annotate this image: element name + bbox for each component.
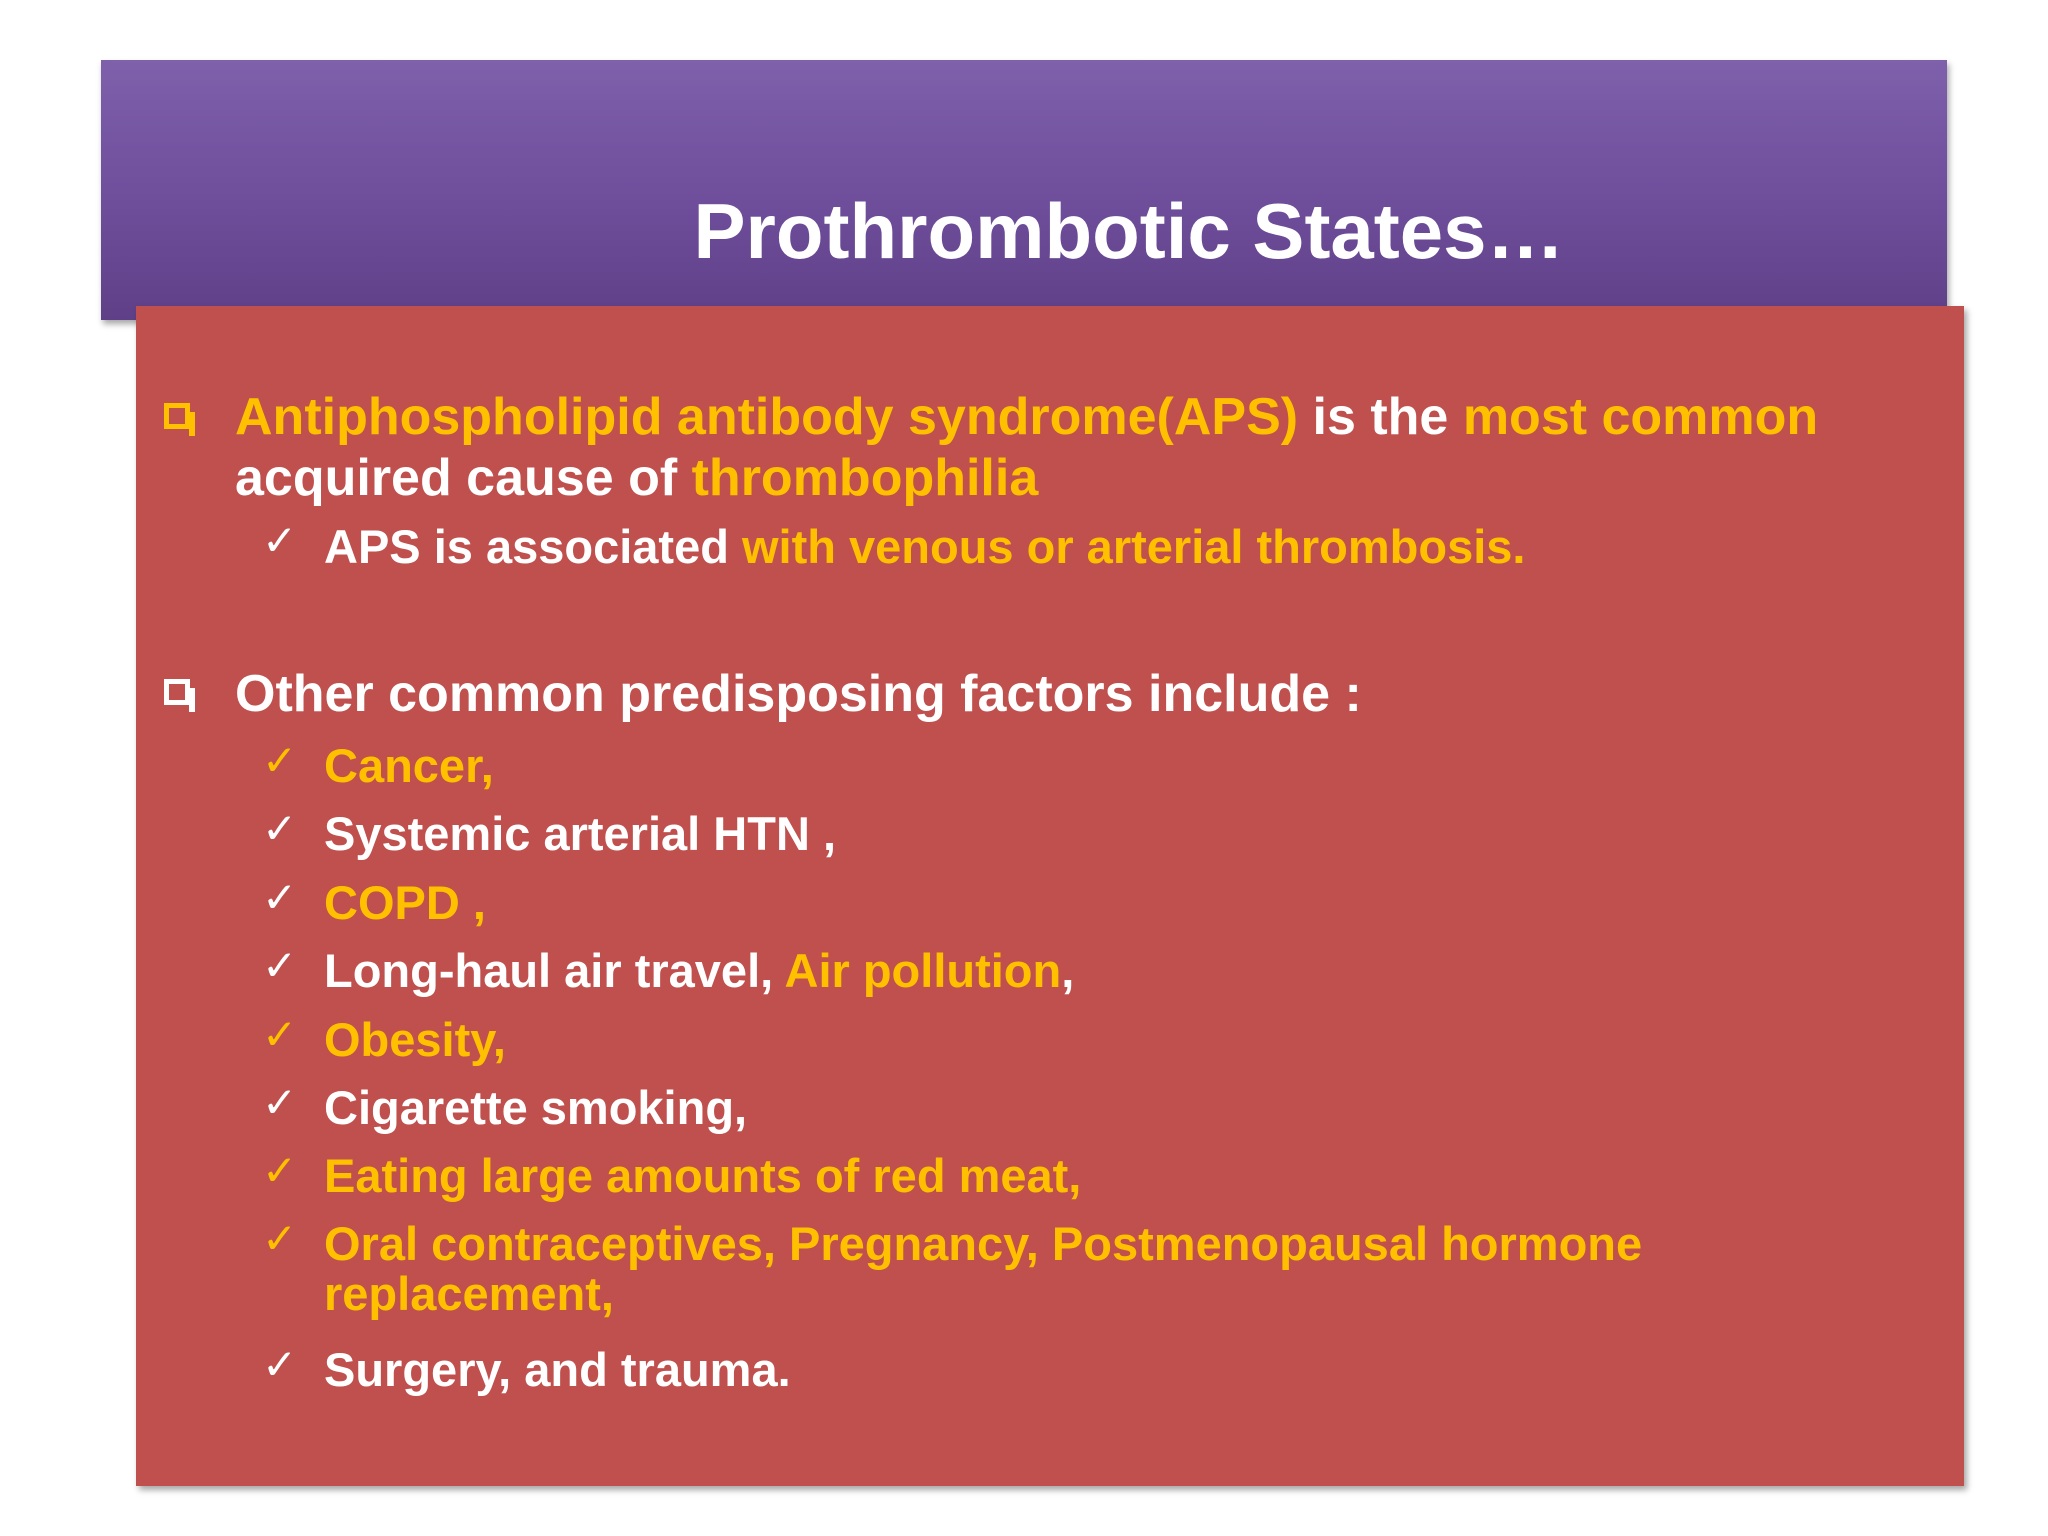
sub-aps-associated: APS is associated with venous or arterial thrombosis.: [324, 520, 1526, 573]
checkmark-icon: ✓: [262, 1147, 298, 1194]
bullet-aps-line1: Antiphospholipid antibody syndrome(APS) is the most common: [235, 388, 1819, 446]
factor-obesity: Obesity,: [324, 1013, 506, 1066]
checkmark-icon: ✓: [262, 1341, 298, 1388]
factor-smoking: Cigarette smoking,: [324, 1081, 748, 1134]
factor-copd: COPD ,: [324, 876, 486, 929]
checkmark-icon: ✓: [262, 517, 298, 564]
factor-htn: Systemic arterial HTN ,: [324, 807, 836, 860]
factor-travel-pollution: Long-haul air travel, Air pollution,: [324, 944, 1075, 997]
checkmark-icon: ✓: [262, 1079, 298, 1126]
square-bullet-icon: [164, 403, 190, 429]
square-bullet-icon: [164, 679, 190, 705]
checkmark-icon: ✓: [262, 874, 298, 921]
content-panel: [136, 306, 1964, 1486]
bullet-aps-line2: acquired cause of thrombophilia: [235, 449, 1039, 507]
checkmark-icon: ✓: [262, 737, 298, 784]
factor-surgery: Surgery, and trauma.: [324, 1343, 791, 1396]
checkmark-icon: ✓: [262, 805, 298, 852]
checkmark-icon: ✓: [262, 1215, 298, 1262]
checkmark-icon: ✓: [262, 1011, 298, 1058]
factor-red-meat: Eating large amounts of red meat,: [324, 1149, 1082, 1202]
factor-contraceptives-line2: replacement,: [324, 1267, 614, 1320]
bullet-other-factors: Other common predisposing factors include :: [235, 665, 1362, 723]
checkmark-icon: ✓: [262, 942, 298, 989]
slide-title: Prothrombotic States…: [693, 187, 1565, 275]
factor-cancer: Cancer,: [324, 739, 494, 792]
factor-contraceptives-line1: Oral contraceptives, Pregnancy, Postmenopausal hormone: [324, 1217, 1643, 1270]
